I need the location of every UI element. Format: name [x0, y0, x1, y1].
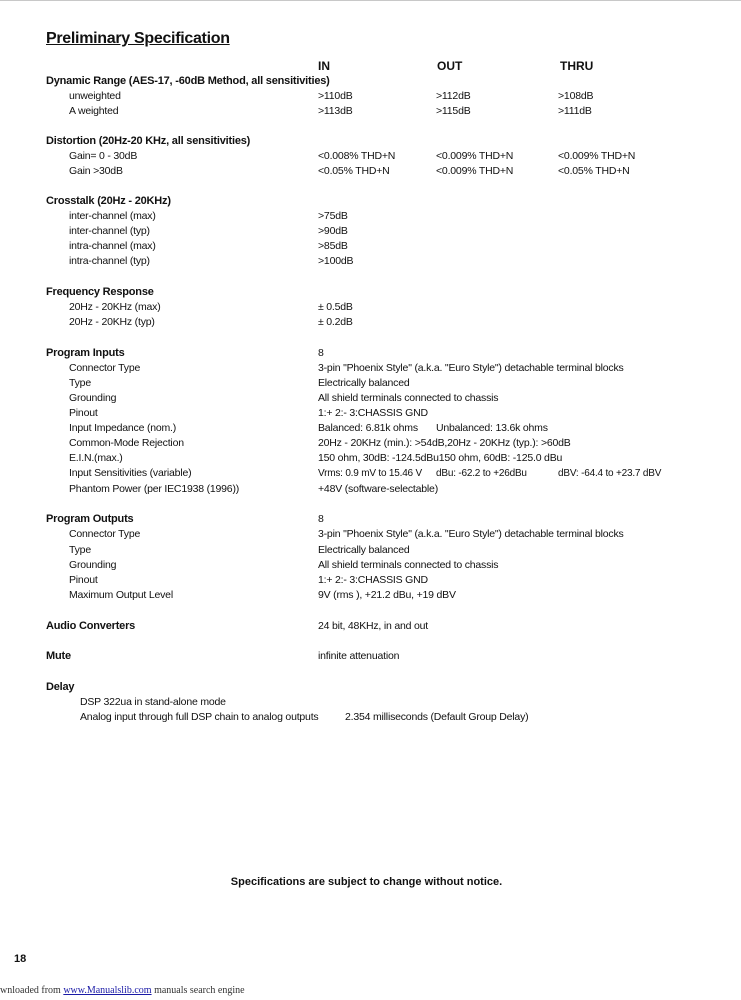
change-notice: Specifications are subject to change without notice.: [230, 876, 503, 888]
program-inputs-heading-row: [0, 346, 741, 361]
spec-label: Grounding: [69, 392, 117, 404]
spec-value: 3-pin "Phoenix Style" (a.k.a. "Euro Style") detachable terminal blocks: [318, 528, 624, 540]
spec-row: [0, 361, 741, 376]
spec-value: All shield terminals connected to chassis: [318, 392, 499, 404]
spec-row: [0, 482, 741, 497]
spec-label: Grounding: [69, 559, 117, 571]
spec-value-dbu: dBu: -62.2 to +26dBu: [436, 468, 527, 479]
spec-value: infinite attenuation: [318, 650, 400, 662]
spec-label: DSP 322ua in stand-alone mode: [80, 696, 226, 708]
spec-value: +48V (software-selectable): [318, 483, 438, 495]
spec-value: 20Hz - 20KHz (min.): >54dB,20Hz - 20KHz (typ.): >60dB: [318, 437, 571, 449]
spec-label: Gain >30dB: [69, 165, 123, 177]
spec-label: Type: [69, 377, 91, 389]
spec-label: 20Hz - 20KHz (max): [69, 301, 161, 313]
column-header-out: OUT: [437, 59, 463, 73]
spec-row: [0, 543, 741, 558]
spec-value-thru: <0.05% THD+N: [558, 165, 630, 177]
crosstalk-heading-row: [0, 194, 741, 209]
spec-row: [0, 466, 741, 481]
spec-value: ± 0.5dB: [318, 301, 353, 313]
spec-value-out: >112dB: [436, 90, 471, 102]
delay-heading-row: [0, 680, 741, 695]
footer-suffix: manuals search engine: [151, 985, 245, 996]
download-footer: [0, 985, 741, 996]
spec-value-vrms: Vrms: 0.9 mV to 15.46 V: [318, 468, 422, 479]
spec-label: inter-channel (typ): [69, 225, 150, 237]
manualslib-link[interactable]: www.Manualslib.com: [63, 985, 152, 996]
spec-row: [0, 421, 741, 436]
spec-label: Input Impedance (nom.): [69, 422, 177, 434]
section-heading: Frequency Response: [46, 286, 154, 298]
spec-row: [0, 315, 741, 330]
section-heading: Audio Converters: [46, 620, 136, 632]
spec-row: [0, 224, 741, 239]
spec-value: ± 0.2dB: [318, 316, 353, 328]
spec-value-in: >113dB: [318, 105, 353, 117]
spec-row: [0, 573, 741, 588]
spec-label: Gain= 0 - 30dB: [69, 150, 138, 162]
spec-row: [0, 104, 741, 119]
spec-row: [0, 89, 741, 104]
spec-label: A weighted: [69, 105, 119, 117]
spec-row: [0, 710, 741, 725]
audio-converters-row: [0, 619, 741, 634]
spec-value: 150 ohm, 30dB: -124.5dBu150 ohm, 60dB: -125.0 dBu: [318, 452, 563, 464]
spec-row: [0, 558, 741, 573]
spec-label: Pinout: [69, 407, 98, 419]
frequency-response-heading-row: [0, 285, 741, 300]
spec-row: [0, 300, 741, 315]
spec-label: Connector Type: [69, 362, 141, 374]
spec-value: 2.354 milliseconds (Default Group Delay): [345, 711, 529, 723]
column-header-thru: THRU: [560, 59, 594, 73]
spec-value: 9V (rms ), +21.2 dBu, +19 dBV: [318, 589, 456, 601]
section-heading: Mute: [46, 650, 71, 662]
column-header-in: IN: [318, 59, 330, 73]
spec-value-thru: <0.009% THD+N: [558, 150, 636, 162]
spec-label: E.I.N.(max.): [69, 452, 123, 464]
spec-value-in: <0.008% THD+N: [318, 150, 396, 162]
spec-row: [0, 588, 741, 603]
page-number: 18: [14, 953, 27, 965]
spec-value-out: <0.009% THD+N: [436, 165, 514, 177]
spec-label: Type: [69, 544, 91, 556]
spec-row: [0, 406, 741, 421]
footer-prefix: wnloaded from: [0, 985, 64, 996]
section-heading: Dynamic Range (AES-17, -60dB Method, all sensitivities): [46, 75, 330, 87]
spec-label: Input Sensitivities (variable): [69, 467, 192, 479]
page-title: Preliminary Specification: [46, 30, 230, 47]
spec-value: Electrically balanced: [318, 544, 410, 556]
spec-value-balanced: Balanced: 6.81k ohms: [318, 422, 418, 434]
spec-value-unbalanced: Unbalanced: 13.6k ohms: [436, 422, 548, 434]
spec-value: Electrically balanced: [318, 377, 410, 389]
spec-value-in: >110dB: [318, 90, 353, 102]
section-heading: Program Outputs: [46, 513, 134, 525]
spec-row: [0, 149, 741, 164]
spec-row: [0, 239, 741, 254]
spec-value-thru: >111dB: [558, 105, 592, 117]
spec-value: >75dB: [318, 210, 348, 222]
spec-row: [0, 695, 741, 710]
spec-value: 8: [318, 513, 324, 525]
section-heading: Distortion (20Hz-20 KHz, all sensitivities): [46, 135, 251, 147]
section-heading: Crosstalk (20Hz - 20KHz): [46, 195, 171, 207]
spec-value: 3-pin "Phoenix Style" (a.k.a. "Euro Style") detachable terminal blocks: [318, 362, 624, 374]
spec-label: Analog input through full DSP chain to analog outputs: [80, 711, 319, 723]
spec-label: Pinout: [69, 574, 98, 586]
spec-value: 1:+ 2:- 3:CHASSIS GND: [318, 407, 428, 419]
spec-row: [0, 436, 741, 451]
spec-value-dbv: dBV: -64.4 to +23.7 dBV: [558, 468, 662, 479]
section-heading: Delay: [46, 681, 75, 693]
spec-row: [0, 209, 741, 224]
spec-value: All shield terminals connected to chassis: [318, 559, 499, 571]
mute-row: [0, 649, 741, 664]
spec-value: >100dB: [318, 255, 354, 267]
spec-value-out: <0.009% THD+N: [436, 150, 514, 162]
spec-label: 20Hz - 20KHz (typ): [69, 316, 155, 328]
spec-row: [0, 391, 741, 406]
spec-label: intra-channel (typ): [69, 255, 150, 267]
spec-label: inter-channel (max): [69, 210, 156, 222]
spec-row: [0, 164, 741, 179]
program-outputs-heading-row: [0, 512, 741, 527]
spec-row: [0, 527, 741, 542]
section-heading: Program Inputs: [46, 347, 125, 359]
distortion-heading-row: [0, 134, 741, 149]
spec-label: Connector Type: [69, 528, 141, 540]
spec-label: Maximum Output Level: [69, 589, 173, 601]
spec-value: >90dB: [318, 225, 348, 237]
spec-value-out: >115dB: [436, 105, 471, 117]
spec-row: [0, 254, 741, 269]
spec-value-in: <0.05% THD+N: [318, 165, 390, 177]
spec-label: intra-channel (max): [69, 240, 156, 252]
dynamic-range-heading-row: [0, 74, 741, 89]
spec-label: unweighted: [69, 90, 121, 102]
top-border: [0, 0, 741, 1]
spec-row: [0, 376, 741, 391]
spec-value: >85dB: [318, 240, 348, 252]
spec-label: Common-Mode Rejection: [69, 437, 184, 449]
spec-value: 8: [318, 347, 324, 359]
spec-value-thru: >108dB: [558, 90, 594, 102]
spec-value: 1:+ 2:- 3:CHASSIS GND: [318, 574, 428, 586]
spec-label: Phantom Power (per IEC1938 (1996)): [69, 483, 240, 495]
spec-row: [0, 451, 741, 466]
spec-value: 24 bit, 48KHz, in and out: [318, 620, 428, 632]
